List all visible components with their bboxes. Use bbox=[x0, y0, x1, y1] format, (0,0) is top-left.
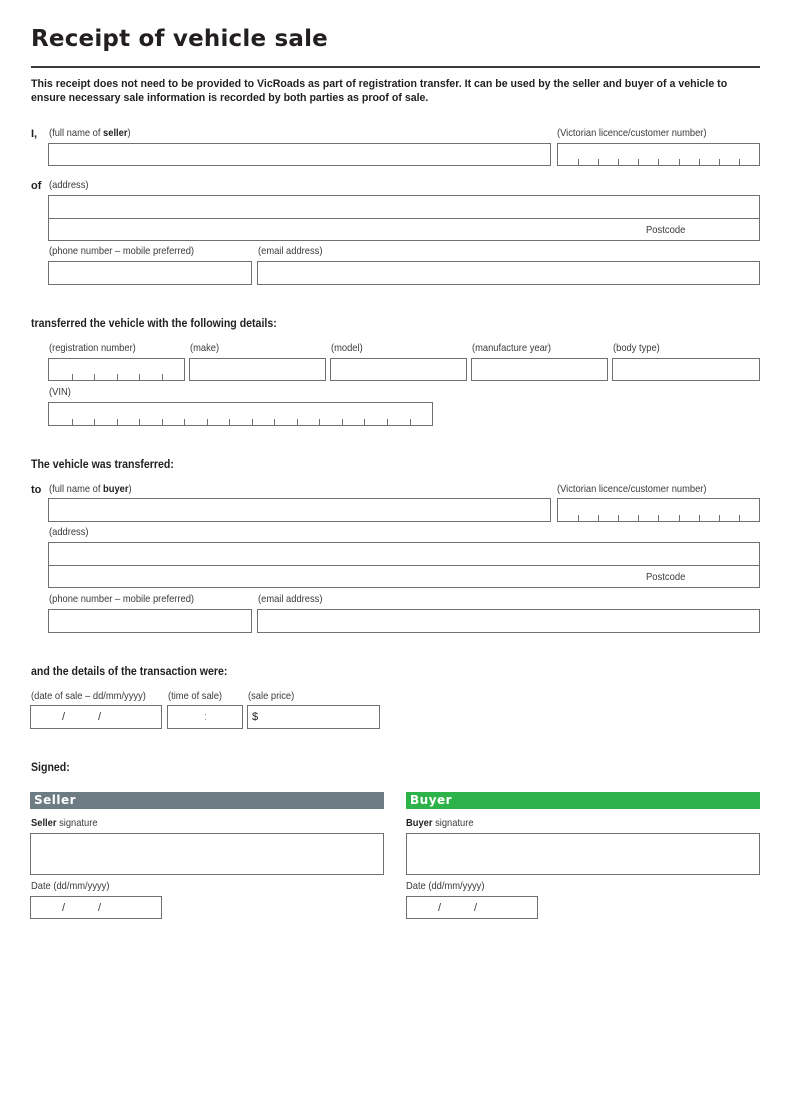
seller-licence-cells bbox=[558, 144, 759, 165]
buyer-band: Buyer bbox=[406, 792, 760, 809]
vin-label: (VIN) bbox=[49, 387, 71, 398]
sale-date-label: (date of sale – dd/mm/yyyy) bbox=[31, 691, 146, 702]
seller-email-field[interactable] bbox=[257, 261, 760, 285]
label-text: signature bbox=[432, 818, 474, 829]
buyer-signature-field[interactable] bbox=[406, 833, 760, 875]
vin-field[interactable] bbox=[48, 402, 433, 426]
sale-time-field[interactable] bbox=[167, 705, 243, 729]
date-separator: / bbox=[474, 902, 478, 914]
seller-address-label: (address) bbox=[49, 180, 89, 191]
make-label: (make) bbox=[190, 343, 220, 354]
year-label: (manufacture year) bbox=[472, 343, 552, 354]
seller-licence-label: (Victorian licence/customer number) bbox=[557, 128, 707, 139]
body-type-field[interactable] bbox=[612, 358, 760, 381]
seller-address-line-1[interactable] bbox=[49, 196, 759, 219]
date-separator: / bbox=[62, 711, 66, 723]
dollar-sign: $ bbox=[252, 711, 259, 723]
label-bold: buyer bbox=[103, 484, 129, 495]
seller-phone-field[interactable] bbox=[48, 261, 252, 285]
seller-date-field[interactable] bbox=[30, 896, 162, 919]
buyer-prefix: to bbox=[31, 484, 42, 496]
label-text: (full name of bbox=[49, 128, 104, 139]
sale-price-field[interactable] bbox=[247, 705, 380, 729]
buyer-signature-label bbox=[406, 818, 474, 829]
buyer-address-field[interactable] bbox=[48, 542, 760, 588]
buyer-licence-cells bbox=[558, 499, 759, 521]
seller-band: Seller bbox=[30, 792, 384, 809]
seller-date-label: Date (dd/mm/yyyy) bbox=[31, 881, 110, 892]
intro-paragraph: This receipt does not need to be provided to VicRoads as part of registration transfer. It can be used by the seller and buyer of a vehicle to ensure necessary sale information is recorded by both parties as proof of sale. bbox=[31, 78, 728, 104]
buyer-name-field[interactable] bbox=[48, 498, 551, 522]
buyer-date-label: Date (dd/mm/yyyy) bbox=[406, 881, 485, 892]
seller-email-label: (email address) bbox=[258, 246, 323, 257]
buyer-name-label bbox=[49, 484, 132, 495]
title-divider bbox=[31, 66, 760, 68]
vehicle-heading: transferred the vehicle with the following details: bbox=[31, 318, 277, 330]
buyer-heading: The vehicle was transferred: bbox=[31, 459, 174, 471]
label-bold: seller bbox=[103, 128, 128, 139]
label-text: ) bbox=[127, 128, 131, 139]
page-title: Receipt of vehicle sale bbox=[31, 26, 328, 52]
seller-name-label bbox=[49, 128, 131, 139]
model-field[interactable] bbox=[330, 358, 467, 381]
buyer-phone-label: (phone number – mobile preferred) bbox=[49, 594, 195, 605]
buyer-phone-field[interactable] bbox=[48, 609, 252, 633]
seller-address-field[interactable] bbox=[48, 195, 760, 241]
registration-field[interactable] bbox=[48, 358, 185, 381]
label-text: signature bbox=[56, 818, 98, 829]
label-text: (full name of bbox=[49, 484, 104, 495]
seller-signature-field[interactable] bbox=[30, 833, 384, 875]
registration-label: (registration number) bbox=[49, 343, 136, 354]
registration-cells bbox=[49, 359, 184, 380]
vin-cells bbox=[49, 403, 432, 425]
date-separator: / bbox=[98, 711, 102, 723]
seller-licence-field[interactable] bbox=[557, 143, 760, 166]
date-separator: / bbox=[98, 902, 102, 914]
signed-heading: Signed: bbox=[31, 762, 70, 774]
address-prefix: of bbox=[31, 180, 42, 192]
label-text: ) bbox=[128, 484, 132, 495]
buyer-address-line-1[interactable] bbox=[49, 543, 759, 566]
sale-price-label: (sale price) bbox=[248, 691, 295, 702]
sale-date-field[interactable] bbox=[30, 705, 162, 729]
seller-phone-label: (phone number – mobile preferred) bbox=[49, 246, 195, 257]
buyer-postcode-label: Postcode bbox=[646, 571, 686, 583]
body-type-label: (body type) bbox=[613, 343, 660, 354]
sale-time-label: (time of sale) bbox=[168, 691, 223, 702]
buyer-email-field[interactable] bbox=[257, 609, 760, 633]
seller-address-line-2[interactable] bbox=[49, 219, 759, 241]
label-bold: Buyer bbox=[406, 818, 433, 829]
label-bold: Seller bbox=[31, 818, 57, 829]
time-separator: : bbox=[204, 711, 208, 723]
buyer-address-line-2[interactable] bbox=[49, 566, 759, 588]
seller-prefix: I, bbox=[31, 128, 38, 140]
buyer-date-field[interactable] bbox=[406, 896, 538, 919]
buyer-address-label: (address) bbox=[49, 527, 89, 538]
buyer-licence-label: (Victorian licence/customer number) bbox=[557, 484, 707, 495]
seller-name-field[interactable] bbox=[48, 143, 551, 166]
make-field[interactable] bbox=[189, 358, 326, 381]
seller-postcode-label: Postcode bbox=[646, 224, 686, 236]
year-field[interactable] bbox=[471, 358, 608, 381]
date-separator: / bbox=[438, 902, 442, 914]
buyer-licence-field[interactable] bbox=[557, 498, 760, 522]
date-separator: / bbox=[62, 902, 66, 914]
intro-text bbox=[31, 77, 766, 105]
buyer-email-label: (email address) bbox=[258, 594, 323, 605]
seller-signature-label bbox=[31, 818, 98, 829]
model-label: (model) bbox=[331, 343, 363, 354]
transaction-heading: and the details of the transaction were: bbox=[31, 666, 228, 678]
